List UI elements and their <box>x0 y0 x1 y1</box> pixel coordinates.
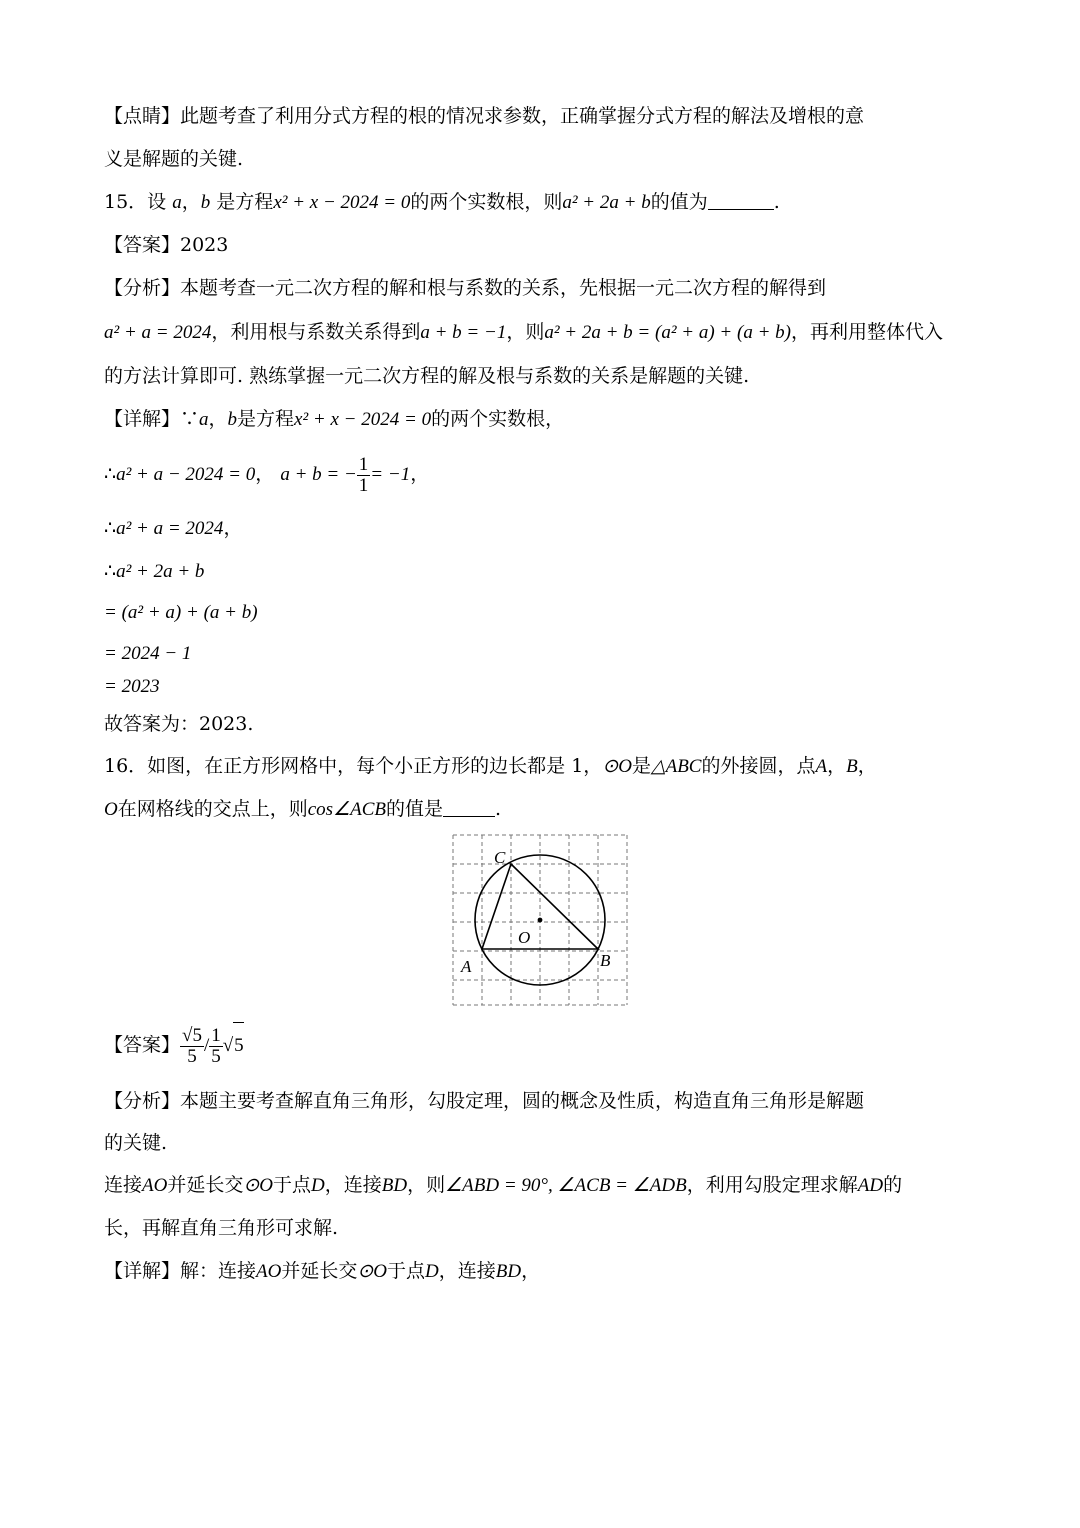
det16-text-1: 并延长交 <box>281 1260 358 1282</box>
q16-text-4: 在网格线的交点上，则 <box>117 798 308 820</box>
ans16-sqrt: 5 <box>233 1022 244 1069</box>
q15-number: 15．设 <box>104 191 167 213</box>
q15-var-a: a <box>172 192 182 213</box>
detail-15-line-1 <box>104 407 564 432</box>
answer-15: 【答案】2023 <box>104 234 229 256</box>
ana16-text-7: 的 <box>883 1174 903 1196</box>
det16-comma: ， <box>521 1260 541 1282</box>
q15-text-3: 的值为 <box>650 191 708 213</box>
ana16-ao: AO <box>142 1175 168 1196</box>
question-15 <box>104 190 780 215</box>
q16-answer-blank <box>443 798 495 817</box>
circle-grid-figure <box>450 832 630 1008</box>
label-o: O <box>518 928 531 947</box>
ana15-eq-1: a² + a = 2024 <box>104 322 212 343</box>
det15-eq-2: a + b = − <box>280 464 357 485</box>
q16-text-2: 是 <box>631 755 651 777</box>
ans16-fraction-2-num: 1 <box>211 1024 221 1046</box>
ana16-text-5: ，则 <box>407 1174 446 1196</box>
ana15-text-1: ，利用根与系数关系得到 <box>211 321 421 343</box>
detail-15-line-5: = (a² + a) + (a + b) <box>104 602 258 623</box>
ans16-fraction-2 <box>209 1026 223 1067</box>
q16-text-1: 16．如图，在正方形网格中，每个小正方形的边长都是 1， <box>104 755 603 777</box>
question-16-line-2 <box>104 797 501 822</box>
ana16-bd: BD <box>381 1175 408 1196</box>
analysis-15-line-1: 【分析】本题考查一元二次方程的解和根与系数的关系，先根据一元二次方程的解得到 <box>104 277 827 299</box>
q16-period: . <box>495 798 502 820</box>
det15-therefore-2: ∴ <box>104 517 117 539</box>
ana15-eq-3: a² + 2a + b = (a² + a) + (a + b) <box>544 322 791 343</box>
ana16-text-6: ，利用勾股定理求解 <box>686 1174 858 1196</box>
ana16-angles: ∠ABD = 90°, ∠ACB = ∠ADB <box>445 1175 687 1196</box>
det16-head: 【详解】解：连接 <box>104 1260 257 1282</box>
q16-comma: ， <box>827 755 847 777</box>
center-point <box>538 918 543 923</box>
q16-comma-2: ， <box>857 755 877 777</box>
det15-var-b: b <box>227 409 238 430</box>
detail-16-line-1 <box>104 1259 540 1284</box>
detail-15-line-2 <box>104 452 429 497</box>
q16-text-5: 的值是 <box>386 798 444 820</box>
ana16-text-1: 连接 <box>104 1174 143 1196</box>
q15-answer-blank <box>708 191 774 210</box>
q16-point-o: O <box>104 799 118 820</box>
det15-comma-2: ， <box>255 463 275 485</box>
ana16-d: D <box>311 1175 325 1196</box>
q16-cos: cos∠ACB <box>307 799 386 820</box>
ans16-fraction-num: √5 <box>182 1024 202 1046</box>
label-b: B <box>600 951 611 970</box>
det16-d: D <box>425 1261 439 1282</box>
det16-ao: AO <box>256 1261 282 1282</box>
note-line-1: 【点睛】此题考查了利用分式方程的根的情况求参数，正确掌握分式方程的解法及增根的意 <box>104 105 865 127</box>
det15-text: 是方程 <box>237 408 295 430</box>
q15-comma: ， <box>181 191 201 213</box>
q16-triangle: △ABC <box>650 756 702 777</box>
q16-text-3: 的外接圆，点 <box>701 755 816 777</box>
q15-expression: a² + 2a + b <box>562 192 651 213</box>
q15-period: . <box>773 191 780 213</box>
q16-circle-o: ⊙O <box>602 756 632 777</box>
ana15-text-2: ，则 <box>506 321 545 343</box>
detail-15-line-4 <box>104 559 204 584</box>
answer-16: 【答案】 $\frac{√5}{5}$ / $\frac{1}{5}$ √5 <box>104 1022 244 1069</box>
det15-eq-1: a² + a − 2024 = 0 <box>116 464 256 485</box>
det15-equation: x² + x − 2024 = 0 <box>294 409 432 430</box>
det15-eq-3: = −1 <box>370 464 411 485</box>
det15-comma: ， <box>208 408 228 430</box>
detail-15-line-6: = 2024 − 1 <box>104 643 192 664</box>
ans16-fraction-den: 5 <box>187 1045 197 1067</box>
ana16-circle: ⊙O <box>243 1175 274 1196</box>
det15-head: 【详解】∵ <box>104 408 200 430</box>
det15-fraction-den: 1 <box>358 474 369 496</box>
ana16-text-4: ，连接 <box>324 1174 382 1196</box>
q16-point-a: A <box>815 756 828 777</box>
ans16-fraction <box>180 1026 204 1067</box>
q16-point-b: B <box>846 756 858 777</box>
detail-15-line-7: = 2023 <box>104 676 160 697</box>
analysis-16-line-2: 的关键. <box>104 1132 168 1154</box>
det16-circle: ⊙O <box>357 1261 388 1282</box>
det15-therefore-3: ∴ <box>104 560 117 582</box>
q15-var-b: b <box>200 192 211 213</box>
ana15-eq-2: a + b = −1 <box>420 322 507 343</box>
analysis-16-line-4: 长，再解直角三角形可求解. <box>104 1217 339 1239</box>
analysis-16-line-3 <box>104 1173 902 1198</box>
analysis-15-line-2 <box>104 320 943 345</box>
ans16-head: 【答案】 <box>104 1034 181 1056</box>
q15-text: 是方程 <box>216 191 274 213</box>
label-c: C <box>494 848 506 867</box>
ana16-text-2: 并延长交 <box>167 1174 244 1196</box>
det15-comma-4: ， <box>223 517 243 539</box>
label-a: A <box>461 957 472 976</box>
det16-text-3: ，连接 <box>438 1260 496 1282</box>
analysis-16-line-1: 【分析】本题主要考查解直角三角形，勾股定理，圆的概念及性质，构造直角三角形是解题 <box>104 1090 865 1112</box>
q15-equation: x² + x − 2024 = 0 <box>273 192 411 213</box>
detail-15-conclusion: 故答案为：2023. <box>104 713 254 735</box>
det15-eq-5: a² + 2a + b <box>116 561 205 582</box>
det15-fraction <box>357 455 371 496</box>
det15-eq-4: a² + a = 2024 <box>116 518 224 539</box>
analysis-15-line-3: 的方法计算即可. 熟练掌握一元二次方程的解及根与系数的关系是解题的关键. <box>104 365 750 387</box>
det16-bd: BD <box>495 1261 522 1282</box>
question-16-line-1 <box>104 754 877 779</box>
note-line-2: 义是解题的关键. <box>104 148 244 170</box>
det15-therefore: ∴ <box>104 463 117 485</box>
q15-text-2: 的两个实数根，则 <box>410 191 563 213</box>
det16-text-2: 于点 <box>387 1260 426 1282</box>
det15-text-2: 的两个实数根， <box>431 408 565 430</box>
det15-comma-3: ， <box>410 463 430 485</box>
ans16-slash: / <box>203 1035 210 1056</box>
ana16-ad: AD <box>857 1175 884 1196</box>
ana16-text-3: 于点 <box>273 1174 312 1196</box>
det15-var-a: a <box>199 409 209 430</box>
det15-fraction-num: 1 <box>358 453 369 475</box>
ans16-fraction-2-den: 5 <box>211 1045 221 1067</box>
detail-15-line-3 <box>104 516 242 541</box>
ana15-text-3: ，再利用整体代入 <box>790 321 943 343</box>
